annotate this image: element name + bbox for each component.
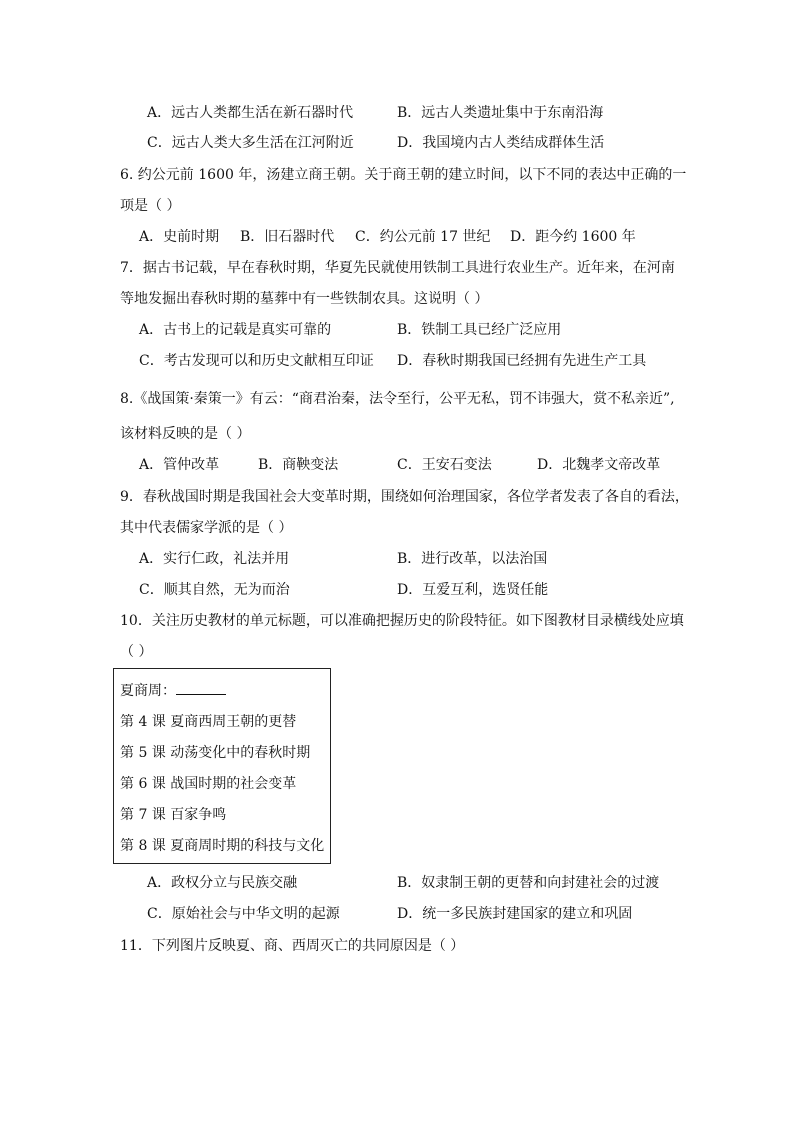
q10-option-c: C．原始社会与中华文明的起源 bbox=[147, 906, 340, 922]
toc-header bbox=[120, 682, 226, 700]
q8-option-a: A．管仲改革 bbox=[139, 457, 220, 473]
q10-stem-line1: 10．关注历史教材的单元标题，可以准确把握历史的阶段特征。如下图教材目录横线处应填 bbox=[120, 613, 684, 629]
q7-stem-line1: 7．据古书记载，早在春秋时期，华夏先民就使用铁制工具进行农业生产。近年来，在河南 bbox=[120, 260, 675, 276]
q7-option-a: A．古书上的记载是真实可靠的 bbox=[139, 322, 332, 338]
q11-stem-line1: 11．下列图片反映夏、商、西周灭亡的共同原因是（ ） bbox=[120, 938, 465, 954]
q8-option-d: D．北魏孝文帝改革 bbox=[537, 457, 661, 473]
toc-box bbox=[113, 668, 331, 864]
q8-stem-line2: 该材料反映的是（ ） bbox=[120, 426, 251, 442]
q9-option-a: A．实行仁政，礼法并用 bbox=[139, 551, 290, 567]
toc-lesson-7: 第 7 课 百家争鸣 bbox=[120, 807, 227, 823]
toc-lesson-4: 第 4 课 夏商西周王朝的更替 bbox=[120, 714, 297, 730]
q8-stem-line1: 8.《战国策·秦策一》有云：“商君治秦，法令至行，公平无私，罚不讳强大，赏不私亲近”, bbox=[120, 391, 675, 407]
toc-lesson-6: 第 6 课 战国时期的社会变革 bbox=[120, 776, 297, 792]
q10-stem-line2: （ ） bbox=[120, 644, 153, 660]
q9-option-b: B．进行改革，以法治国 bbox=[397, 551, 548, 567]
q6-option-c: C．约公元前 17 世纪 bbox=[355, 229, 491, 245]
q6-option-a: A．史前时期 bbox=[139, 229, 220, 245]
q9-option-d: D．互爱互利，选贤任能 bbox=[397, 582, 549, 598]
q5-option-a: A．远古人类都生活在新石器时代 bbox=[147, 105, 354, 121]
q10-option-a: A．政权分立与民族交融 bbox=[147, 875, 298, 891]
q9-stem-line2: 其中代表儒家学派的是（ ） bbox=[120, 520, 293, 536]
q5-option-b: B．远古人类遗址集中于东南沿海 bbox=[397, 105, 604, 121]
q5-option-c: C．远古人类大多生活在江河附近 bbox=[147, 135, 354, 151]
toc-header-label: 夏商周： bbox=[120, 683, 176, 699]
q6-stem-line1: 6. 约公元前 1600 年，汤建立商王朝。关于商王朝的建立时间，以下不同的表达中正确的一 bbox=[120, 167, 687, 183]
q7-option-d: D．春秋时期我国已经拥有先进生产工具 bbox=[397, 353, 647, 369]
toc-blank-line bbox=[176, 682, 226, 695]
toc-lesson-8: 第 8 课 夏商周时期的科技与文化 bbox=[120, 838, 325, 854]
q6-stem-line2: 项是（ ） bbox=[120, 198, 181, 214]
q9-option-c: C．顺其自然，无为而治 bbox=[139, 582, 290, 598]
q7-option-c: C．考古发现可以和历史文献相互印证 bbox=[139, 353, 374, 369]
q6-option-d: D．距今约 1600 年 bbox=[510, 229, 636, 245]
q10-option-b: B．奴隶制王朝的更替和向封建社会的过渡 bbox=[397, 875, 660, 891]
q7-option-b: B．铁制工具已经广泛应用 bbox=[397, 322, 562, 338]
q8-option-c: C．王安石变法 bbox=[397, 457, 492, 473]
q5-option-d: D．我国境内古人类结成群体生活 bbox=[397, 135, 605, 151]
q10-option-d: D．统一多民族封建国家的建立和巩固 bbox=[397, 906, 633, 922]
q8-option-b: B．商鞅变法 bbox=[258, 457, 339, 473]
q6-option-b: B．旧石器时代 bbox=[240, 229, 335, 245]
q7-stem-line2: 等地发掘出春秋时期的墓葬中有一些铁制农具。这说明（ ） bbox=[120, 291, 489, 307]
q9-stem-line1: 9．春秋战国时期是我国社会大变革时期，围绕如何治理国家，各位学者发表了各自的看法， bbox=[120, 489, 689, 505]
toc-lesson-5: 第 5 课 动荡变化中的春秋时期 bbox=[120, 745, 311, 761]
